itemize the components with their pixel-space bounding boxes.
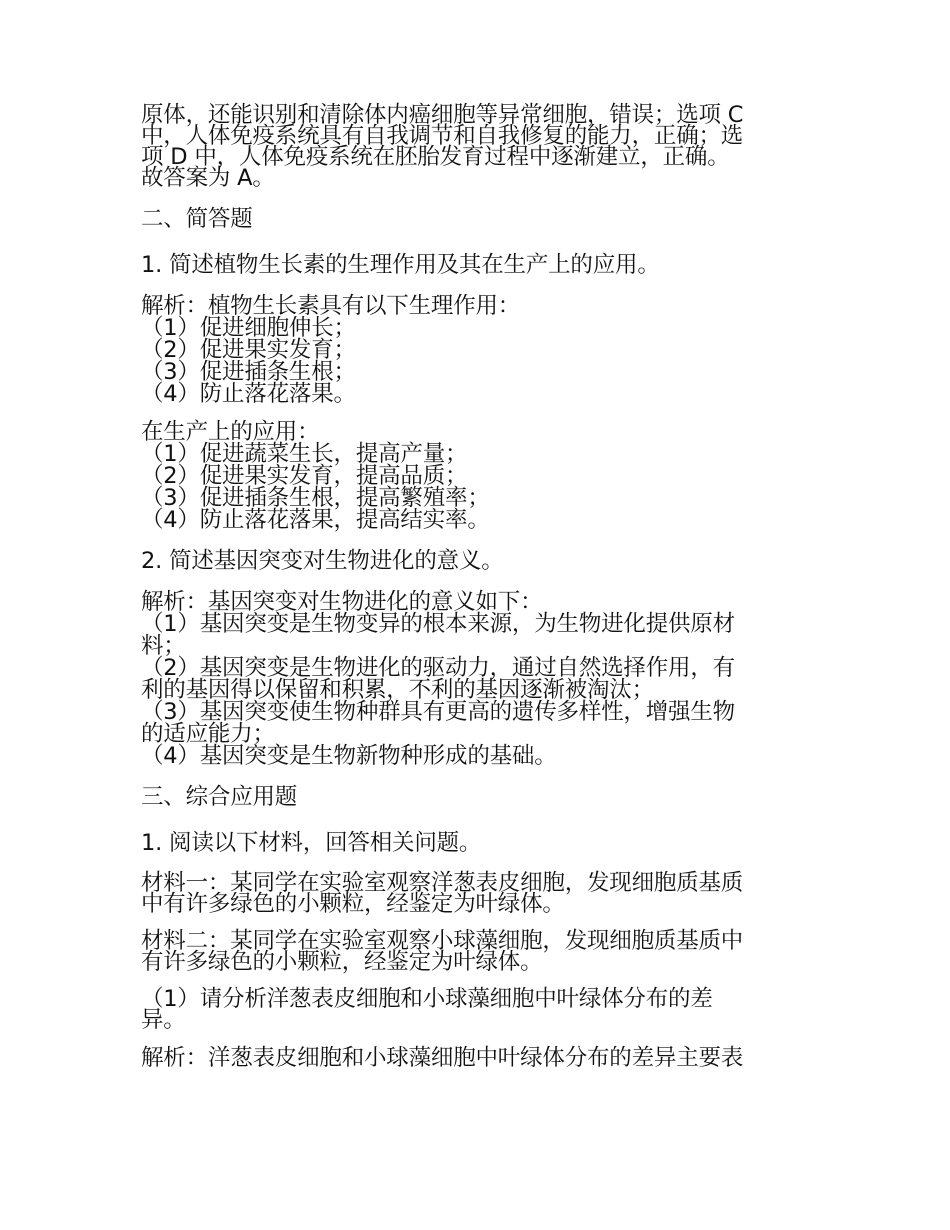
analysis-block bbox=[141, 295, 813, 405]
section-heading: 三、综合应用题 bbox=[141, 784, 298, 810]
question-title: 1. 阅读以下材料，回答相关问题。 bbox=[141, 830, 482, 856]
list-item: （1）促进细胞伸长； bbox=[141, 315, 356, 341]
sub-question-line: （1）请分析洋葱表皮细胞和小球藻细胞中叶绿体分布的差 bbox=[141, 986, 713, 1012]
list-item: （2）基因突变是生物进化的驱动力，通过自然选择作用，有 bbox=[141, 655, 735, 681]
list-item: （3）基因突变使生物种群具有更高的遗传多样性，增强生物 bbox=[141, 699, 735, 725]
application-intro: 在生产上的应用： bbox=[141, 419, 320, 445]
list-item: （3）促进插条生根，提高繁殖率； bbox=[141, 485, 490, 511]
list-item: （2）促进果实发育； bbox=[141, 337, 356, 363]
application-block bbox=[141, 421, 813, 531]
material-line: 有许多绿色的小颗粒，经鉴定为叶绿体。 bbox=[141, 949, 543, 975]
analysis-block bbox=[141, 591, 813, 767]
document-body bbox=[141, 102, 813, 1082]
question-title: 2. 简述基因突变对生物进化的意义。 bbox=[141, 548, 504, 574]
list-item: （1）基因突变是生物变异的根本来源，为生物进化提供原材 bbox=[141, 611, 735, 637]
section-heading: 二、简答题 bbox=[141, 206, 253, 232]
list-item: （4）防止落花落果，提高结实率。 bbox=[141, 507, 490, 533]
material-line: 中有许多绿色的小颗粒，经鉴定为叶绿体。 bbox=[141, 891, 565, 917]
list-item: （4）防止落花落果。 bbox=[141, 381, 356, 407]
material-line: 材料二：某同学在实验室观察小球藻细胞，发现细胞质基质中 bbox=[141, 928, 744, 954]
material-paragraph bbox=[141, 928, 813, 975]
intro-line: 中，人体免疫系统具有自我调节和自我修复的能力，正确；选 bbox=[141, 123, 744, 149]
intro-paragraph bbox=[141, 102, 813, 191]
sub-question bbox=[141, 986, 813, 1033]
list-item: （3）促进插条生根； bbox=[141, 359, 356, 385]
list-item: 利的基因得以保留和积累，不利的基因逐渐被淘汰； bbox=[141, 677, 654, 703]
analysis-intro: 解析：基因突变对生物进化的意义如下： bbox=[141, 589, 543, 615]
analysis-intro: 解析：植物生长素具有以下生理作用： bbox=[141, 293, 521, 319]
list-item: （4）基因突变是生物新物种形成的基础。 bbox=[141, 743, 557, 769]
list-item: （2）促进果实发育，提高品质； bbox=[141, 463, 468, 489]
material-paragraph bbox=[141, 870, 813, 917]
intro-line: 原体，还能识别和清除体内癌细胞等异常细胞，错误；选项 C bbox=[141, 102, 744, 128]
intro-line: 故答案为 A。 bbox=[141, 165, 275, 191]
intro-line: 项 D 中，人体免疫系统在胚胎发育过程中逐渐建立，正确。 bbox=[141, 144, 730, 170]
question-title: 1. 简述植物生长素的生理作用及其在生产上的应用。 bbox=[141, 252, 660, 278]
list-item: 的适应能力； bbox=[141, 721, 275, 747]
sub-question-line: 异。 bbox=[141, 1007, 186, 1033]
list-item: 料； bbox=[141, 633, 186, 659]
list-item: （1）促进蔬菜生长，提高产量； bbox=[141, 441, 468, 467]
analysis-line: 解析：洋葱表皮细胞和小球藻细胞中叶绿体分布的差异主要表 bbox=[141, 1045, 744, 1071]
material-line: 材料一：某同学在实验室观察洋葱表皮细胞，发现细胞质基质 bbox=[141, 870, 744, 896]
